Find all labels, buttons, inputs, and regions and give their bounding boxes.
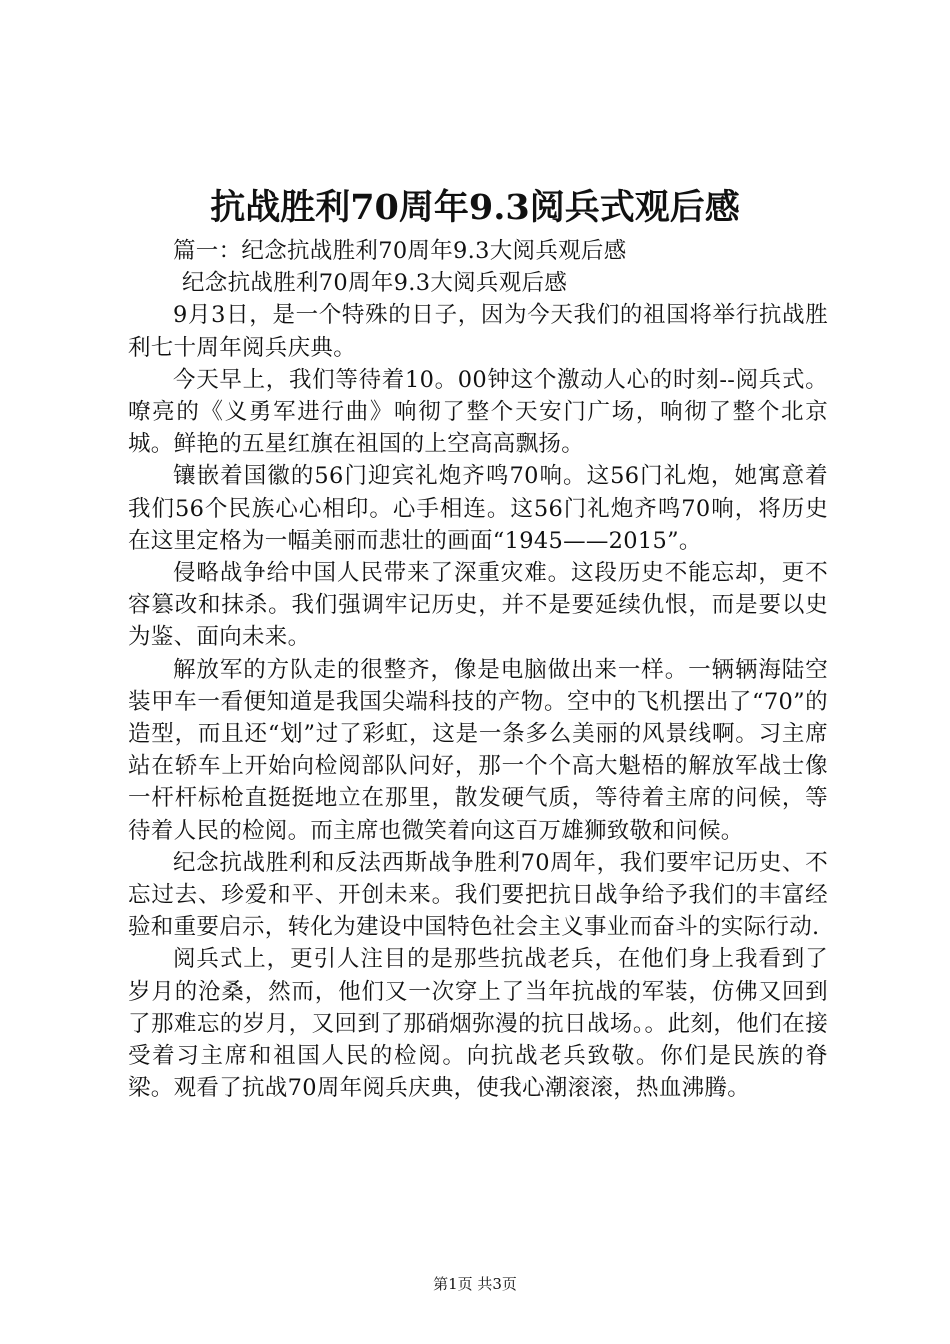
paragraph: 今天早上，我们等待着10。00钟这个激动人心的时刻--阅兵式。嘹亮的《义勇军进行曲》响彻了整个天安门广场，响彻了整个北京城。鲜艳的五星红旗在祖国的上空高高飘扬。: [128, 366, 828, 458]
page-footer: 第1页 共3页: [433, 1275, 517, 1293]
paragraph: 纪念抗战胜利和反法西斯战争胜利70周年，我们要牢记历史、不忘过去、珍爱和平、开创未来。我们要把抗日战争给予我们的丰富经验和重要启示，转化为建设中国特色社会主义事业而奋斗的实际行动.: [128, 849, 828, 941]
paragraph: 镶嵌着国徽的56门迎宾礼炮齐鸣70响。这56门礼炮，她寓意着我们56个民族心心相印。心手相连。这56门礼炮齐鸣70响，将历史在这里定格为一幅美丽而悲壮的画面“1945——2015”。: [128, 463, 828, 554]
document-title: 抗战胜利70周年9.3阅兵式观后感: [210, 187, 740, 228]
paragraph: 阅兵式上，更引人注目的是那些抗战老兵，在他们身上我看到了岁月的沧桑，然而，他们又一次穿上了当年抗战的军装，仿佛又回到了那难忘的岁月，又回到了那硝烟弥漫的抗日战场。。此刻，他们在接受着习主席和祖国人民的检阅。向抗战老兵致敬。你们是民族的脊梁。观看了抗战70周年阅兵庆典，使我心潮滚滚，热血沸腾。: [128, 946, 828, 1102]
subtitle-1: 篇一：纪念抗战胜利70周年9.3大阅兵观后感: [173, 238, 627, 264]
subtitle-2: 纪念抗战胜利70周年9.3大阅兵观后感: [182, 270, 568, 297]
paragraph: 侵略战争给中国人民带来了深重灾难。这段历史不能忘却，更不容篡改和抹杀。我们强调牢记历史，并不是要延续仇恨，而是要以史为鉴、面向未来。: [128, 560, 828, 651]
document-body: [128, 235, 828, 1104]
paragraph: 解放军的方队走的很整齐，像是电脑做出来一样。一辆辆海陆空装甲车一看便知道是我国尖端科技的产物。空中的飞机摆出了“70”的造型，而且还“划”过了彩虹，这是一条多么美丽的风景线啊。习主席站在轿车上开始向检阅部队问好，那一个个高大魁梧的解放军战士像一杆杆标枪直挺挺地立在那里，散发硬气质，等待着主席的问候，等待着人民的检阅。而主席也微笑着向这百万雄狮致敬和问候。: [128, 656, 828, 844]
paragraph: 9月3日，是一个特殊的日子，因为今天我们的祖国将举行抗战胜利七十周年阅兵庆典。: [128, 302, 828, 361]
